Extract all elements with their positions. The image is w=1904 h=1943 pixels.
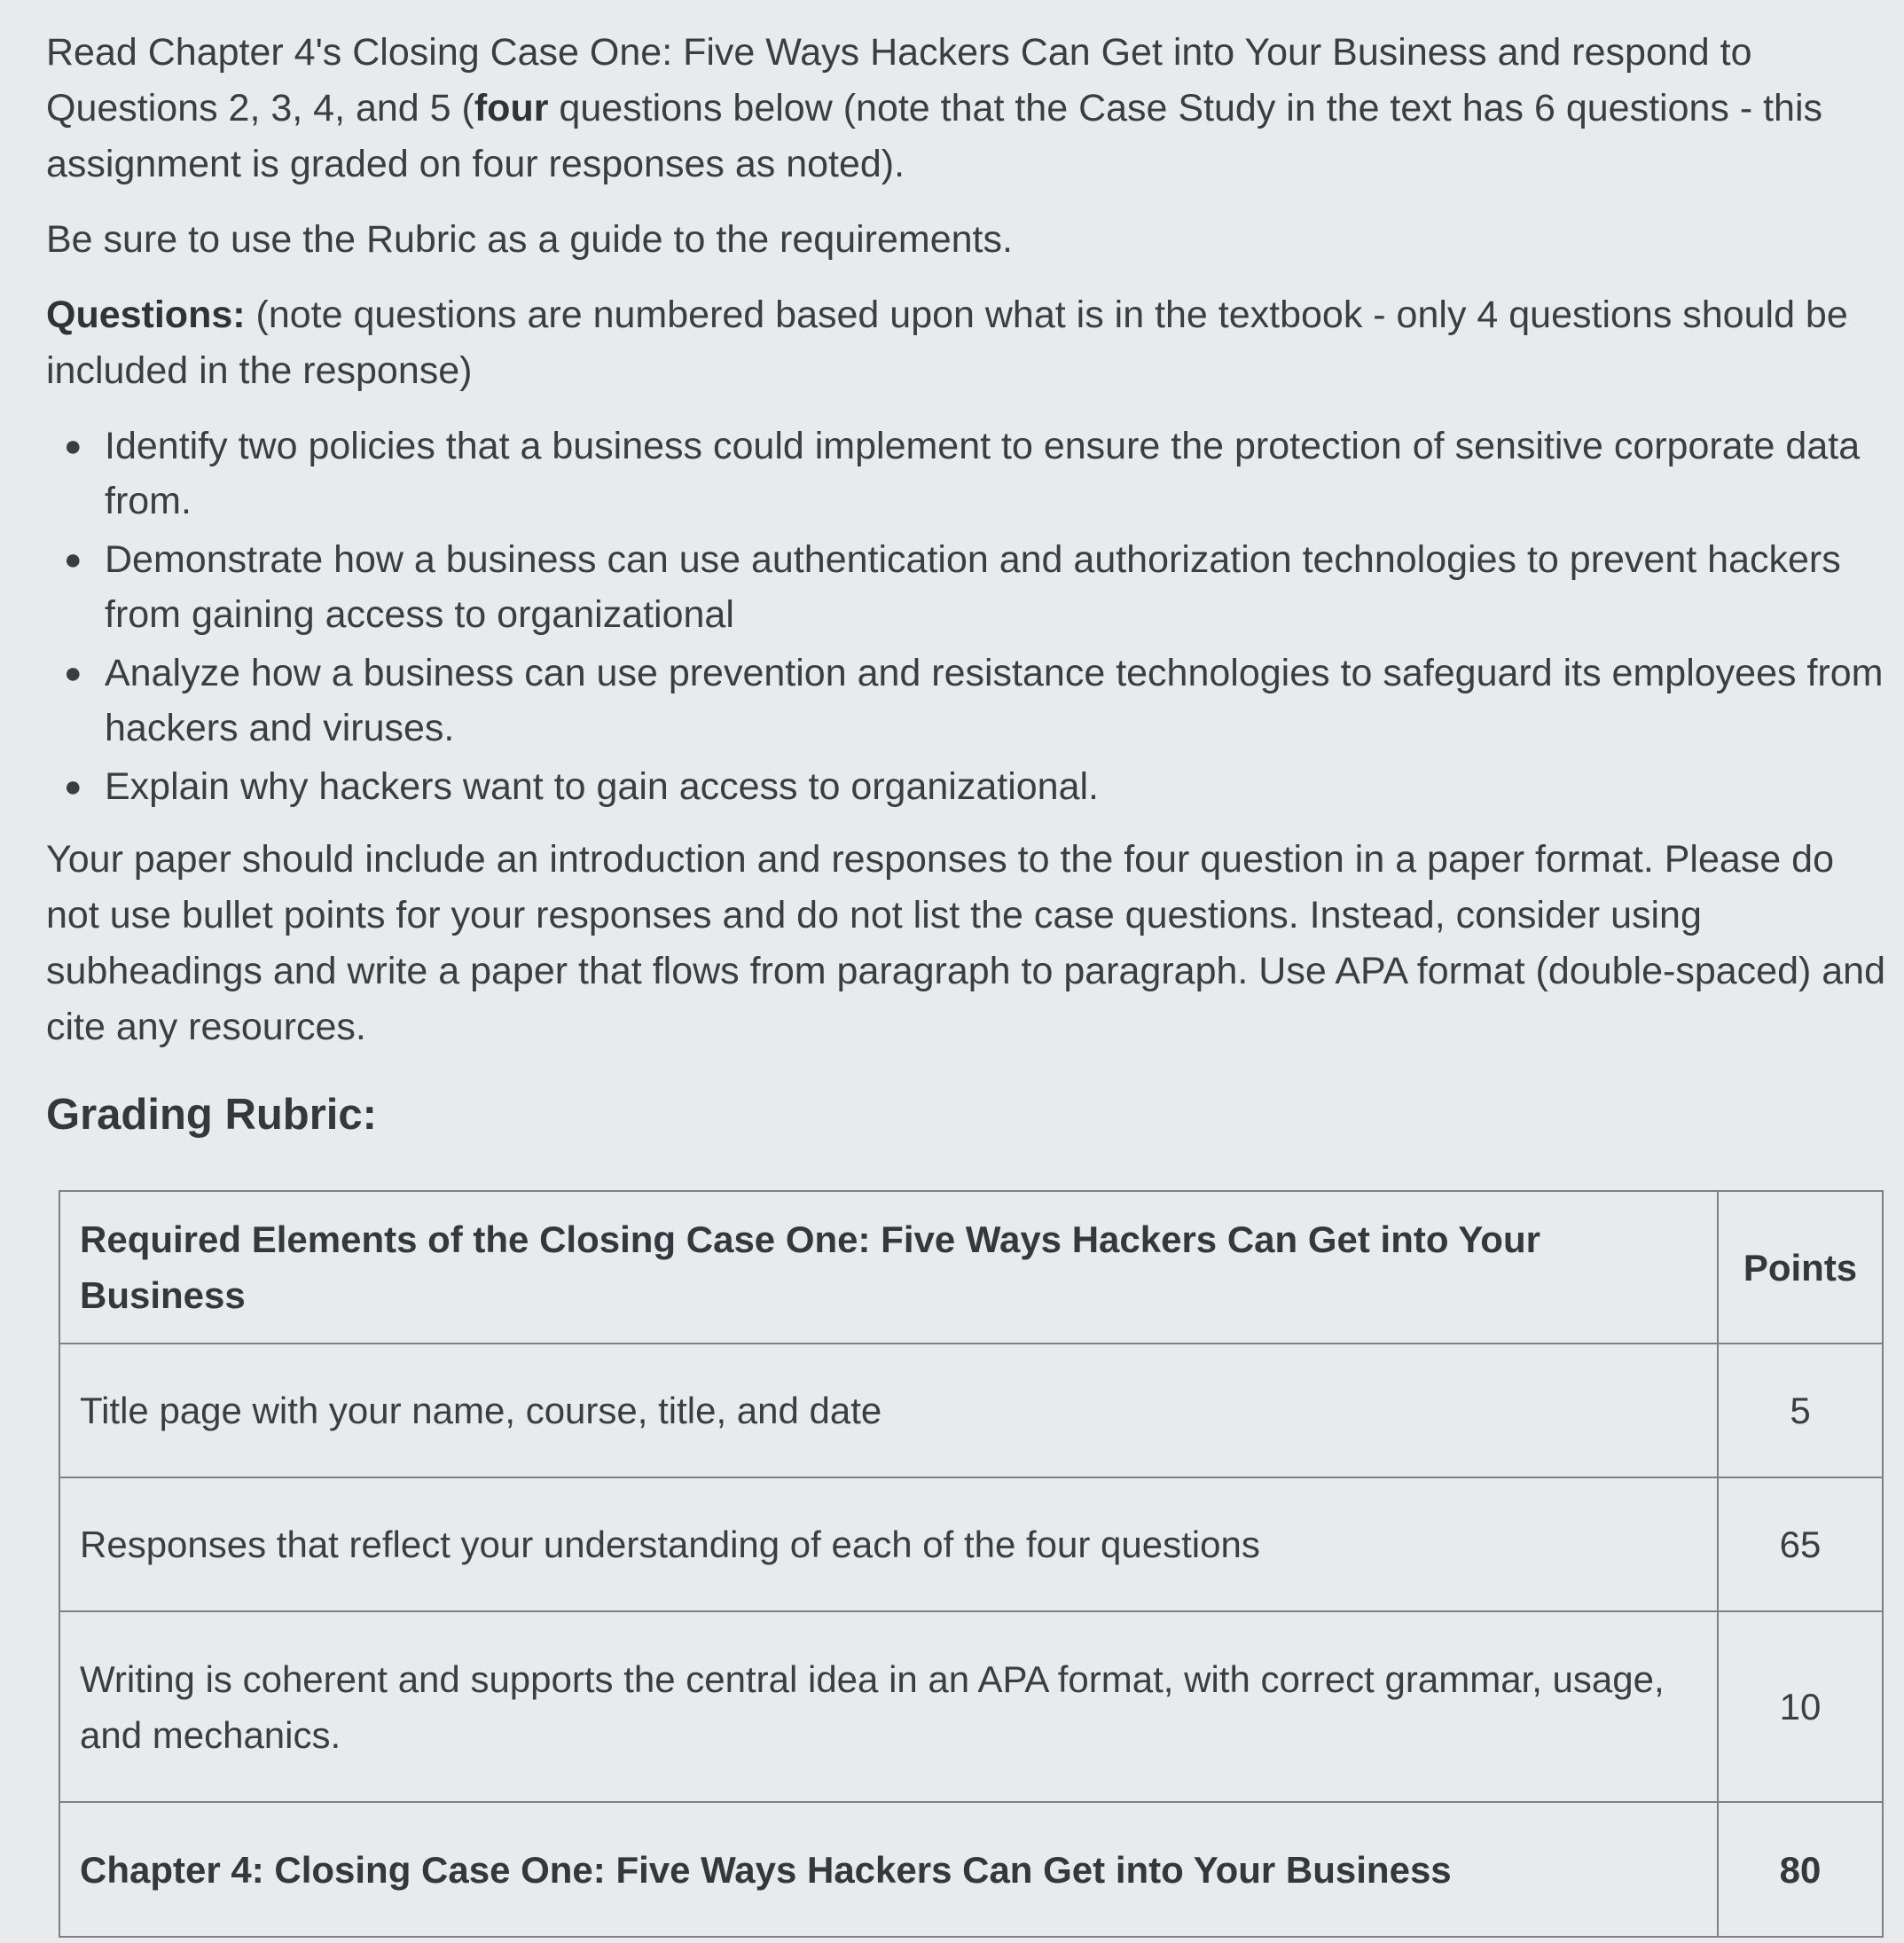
intro-paragraph xyxy=(46,25,1891,192)
rubric-total-element: Chapter 4: Closing Case One: Five Ways Hackers Can Get into Your Business xyxy=(59,1802,1718,1937)
rubric-total-points: 80 xyxy=(1718,1802,1883,1937)
rubric-element: Responses that reflect your understanding of each of the four questions xyxy=(59,1477,1718,1611)
rubric-element: Writing is coherent and supports the central idea in an APA format, with correct grammar, usage, and mechanics. xyxy=(59,1611,1718,1802)
questions-note: (note questions are numbered based upon what is in the textbook - only 4 questions should be included in the response) xyxy=(46,294,1848,392)
intro-text-after: questions below (note that the Case Study in the text has 6 questions - this assignment is graded on four responses as noted). xyxy=(46,87,1823,185)
list-item xyxy=(64,419,1891,529)
rubric-element: Title page with your name, course, title, and date xyxy=(59,1344,1718,1477)
rubric-header-points: Points xyxy=(1718,1191,1883,1344)
questions-label: Questions: xyxy=(46,294,246,336)
rubric-points: 10 xyxy=(1718,1611,1883,1802)
bullet-icon: ● xyxy=(64,543,82,576)
rubric-header-element: Required Elements of the Closing Case One: Five Ways Hackers Can Get into Your Business xyxy=(59,1191,1718,1344)
list-item xyxy=(64,646,1891,756)
rubric-table xyxy=(59,1190,1884,1938)
intro-text-before: Read Chapter 4's Closing Case One: Five Ways Hackers Can Get into Your Business and respond to Questions 2, 3, 4, and 5 ( xyxy=(46,31,1752,129)
rubric-points: 65 xyxy=(1718,1477,1883,1611)
question-text: Analyze how a business can use prevention and resistance technologies to safeguard its employees from hackers and viruses. xyxy=(105,652,1884,749)
bullet-icon: ● xyxy=(64,429,82,463)
rubric-points: 5 xyxy=(1718,1344,1883,1477)
rubric-heading: Grading Rubric: xyxy=(46,1091,377,1139)
rubric-header-row xyxy=(59,1191,1883,1344)
question-text: Explain why hackers want to gain access to organizational. xyxy=(105,765,1100,808)
questions-intro xyxy=(46,287,1891,399)
question-text: Demonstrate how a business can use authentication and authorization technologies to prevent hackers from gaining access to organizational xyxy=(105,538,1841,636)
paper-instructions: Your paper should include an introduction and responses to the four question in a paper format. Please do not use bullet points for your responses and do not list the case questions. Instead, consider using subheadings and write a paper that flows from paragraph to paragraph. Use APA format (double-spaced) and cite any resources. xyxy=(46,838,1885,1048)
table-row xyxy=(59,1477,1883,1611)
table-row xyxy=(59,1344,1883,1477)
question-text: Identify two policies that a business could implement to ensure the protection of sensitive corporate data from. xyxy=(105,425,1861,522)
table-row xyxy=(59,1611,1883,1802)
rubric-total-row xyxy=(59,1802,1883,1937)
bullet-icon: ● xyxy=(64,770,82,803)
rubric-reminder: Be sure to use the Rubric as a guide to the requirements. xyxy=(46,218,1013,261)
question-list xyxy=(46,419,1891,814)
bullet-icon: ● xyxy=(64,656,82,690)
assignment-content xyxy=(46,25,1891,1204)
intro-bold-four: four xyxy=(474,87,549,129)
list-item xyxy=(64,532,1891,642)
list-item xyxy=(64,759,1891,814)
